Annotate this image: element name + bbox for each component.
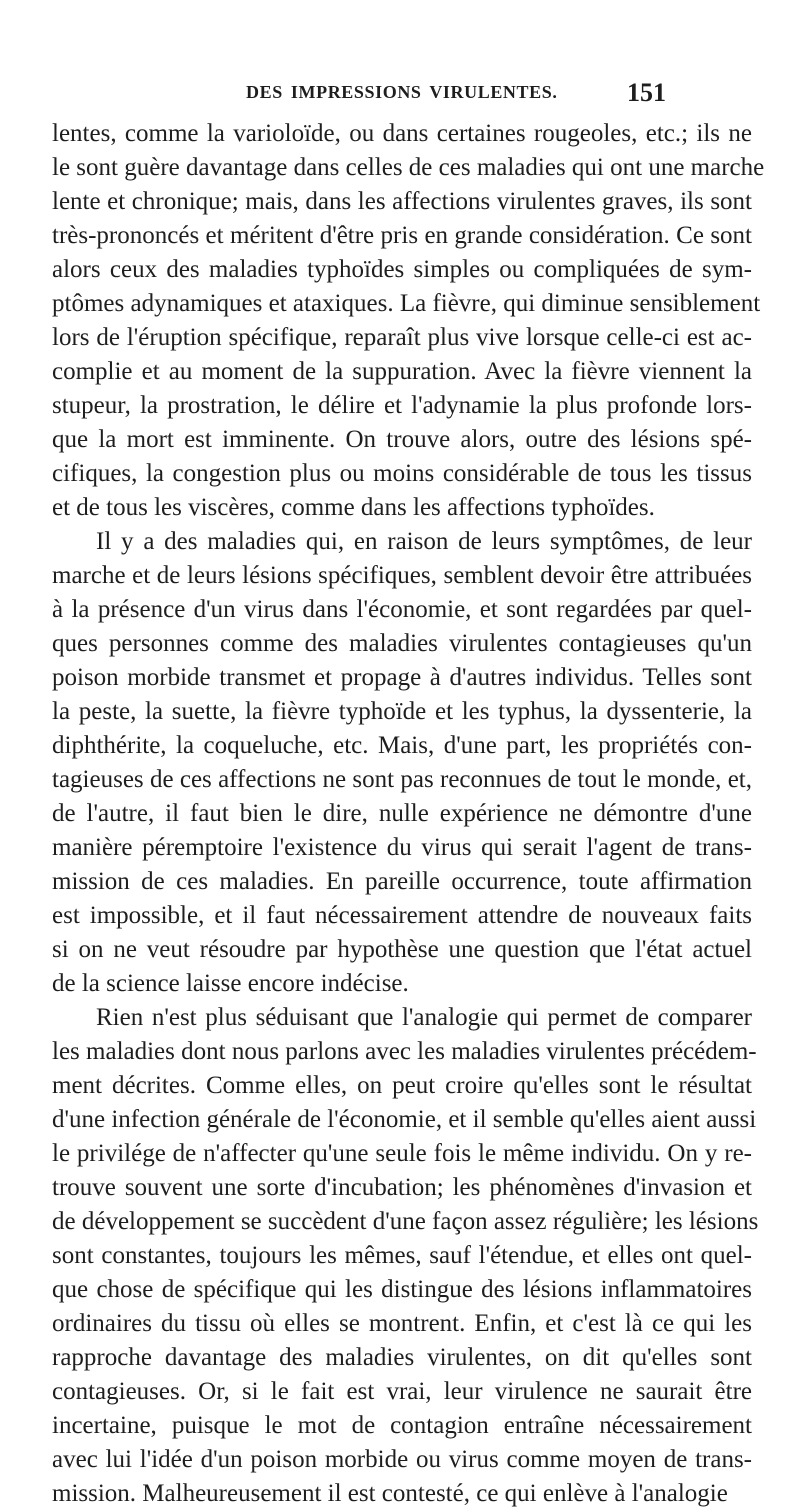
text-line: alors ceux des maladies typhoïdes simples ou compliquées de sym- [52, 256, 752, 283]
text-line: ordinaires du tissu où elles se montrent. Enfin, et c'est là ce qui les [52, 1310, 752, 1337]
text-line: ptômes adynamiques et ataxiques. La fièvre, qui diminue sensiblement [52, 290, 761, 317]
text-line: incertaine, puisque le mot de contagion entraîne nécessairement [52, 1412, 752, 1439]
text-line: diphthérite, la coqueluche, etc. Mais, d'une part, les propriétés con- [52, 732, 752, 759]
text-line: les maladies dont nous parlons avec les maladies virulentes précédem- [52, 1038, 757, 1065]
text-line: le privilége de n'affecter qu'une seule fois le même individu. On y re- [52, 1140, 752, 1167]
text-line: lente et chronique; mais, dans les affections virulentes graves, ils sont [52, 188, 752, 215]
text-line: trouve souvent une sorte d'incubation; les phénomènes d'invasion et [52, 1174, 752, 1201]
text-line: le sont guère davantage dans celles de ces maladies qui ont une marche [52, 154, 765, 181]
text-line: tagieuses de ces affections ne sont pas reconnues de tout le monde, et, [52, 766, 752, 793]
text-line: de la science laisse encore indécise. [52, 970, 409, 997]
text-line: si on ne veut résoudre par hypothèse une question que l'état actuel [52, 936, 752, 963]
text-line: lors de l'éruption spécifique, reparaît plus vive lorsque celle-ci est ac- [52, 324, 752, 351]
text-line: poison morbide transmet et propage à d'autres individus. Telles sont [52, 664, 752, 691]
text-line: sont constantes, toujours les mêmes, sauf l'étendue, et elles ont quel- [52, 1242, 752, 1269]
text-line: mission de ces maladies. En pareille occurrence, toute affirmation [52, 868, 752, 895]
text-line: très-prononcés et méritent d'être pris en grande considération. Ce sont [52, 222, 752, 249]
text-line: que la mort est imminente. On trouve alors, outre des lésions spé- [52, 426, 752, 453]
text-line: à la présence d'un virus dans l'économie, et sont regardées par quel- [52, 596, 752, 623]
text-line: rapproche davantage des maladies virulentes, on dit qu'elles sont [52, 1344, 752, 1371]
text-line: ques personnes comme des maladies virulentes contagieuses qu'un [52, 630, 752, 657]
text-line: Il y a des maladies qui, en raison de leurs symptômes, de leur [96, 528, 752, 555]
text-line: marche et de leurs lésions spécifiques, semblent devoir être attribuées [52, 562, 752, 589]
text-line: que chose de spécifique qui les distingue des lésions inflammatoires [52, 1276, 752, 1303]
page-header [246, 78, 666, 108]
text-line: la peste, la suette, la fièvre typhoïde et les typhus, la dyssenterie, la [52, 698, 752, 725]
text-line: d'une infection générale de l'économie, et il semble qu'elles aient aussi [52, 1106, 757, 1133]
text-line: ment décrites. Comme elles, on peut croire qu'elles sont le résultat [52, 1072, 752, 1099]
text-line: complie et au moment de la suppuration. Avec la fièvre viennent la [52, 358, 752, 385]
text-line: de développement se succèdent d'une façon assez régulière; les lésions [52, 1208, 759, 1235]
text-line: cifiques, la congestion plus ou moins considérable de tous les tissus [52, 460, 752, 487]
page-number: 151 [627, 78, 666, 107]
text-line: contagieuses. Or, si le fait est vrai, leur virulence ne saurait être [52, 1378, 752, 1405]
text-line: mission. Malheureusement il est contesté, ce qui enlève à l'analogie [52, 1480, 728, 1507]
text-line: avec lui l'idée d'un poison morbide ou virus comme moyen de trans- [52, 1446, 752, 1473]
text-line: de l'autre, il faut bien le dire, nulle expérience ne démontre d'une [52, 800, 752, 827]
text-line: lentes, comme la varioloïde, ou dans certaines rougeoles, etc.; ils ne [52, 120, 752, 147]
text-line: stupeur, la prostration, le délire et l'adynamie la plus profonde lors- [52, 392, 752, 419]
text-line: et de tous les viscères, comme dans les affections typhoïdes. [52, 494, 655, 521]
text-line: Rien n'est plus séduisant que l'analogie qui permet de comparer [96, 1004, 752, 1031]
body-text [52, 117, 765, 1511]
text-line: est impossible, et il faut nécessairement attendre de nouveaux faits [52, 902, 752, 929]
text-line: manière péremptoire l'existence du virus qui serait l'agent de trans- [52, 834, 752, 861]
running-title: DES IMPRESSIONS VIRULENTES. [246, 82, 558, 102]
